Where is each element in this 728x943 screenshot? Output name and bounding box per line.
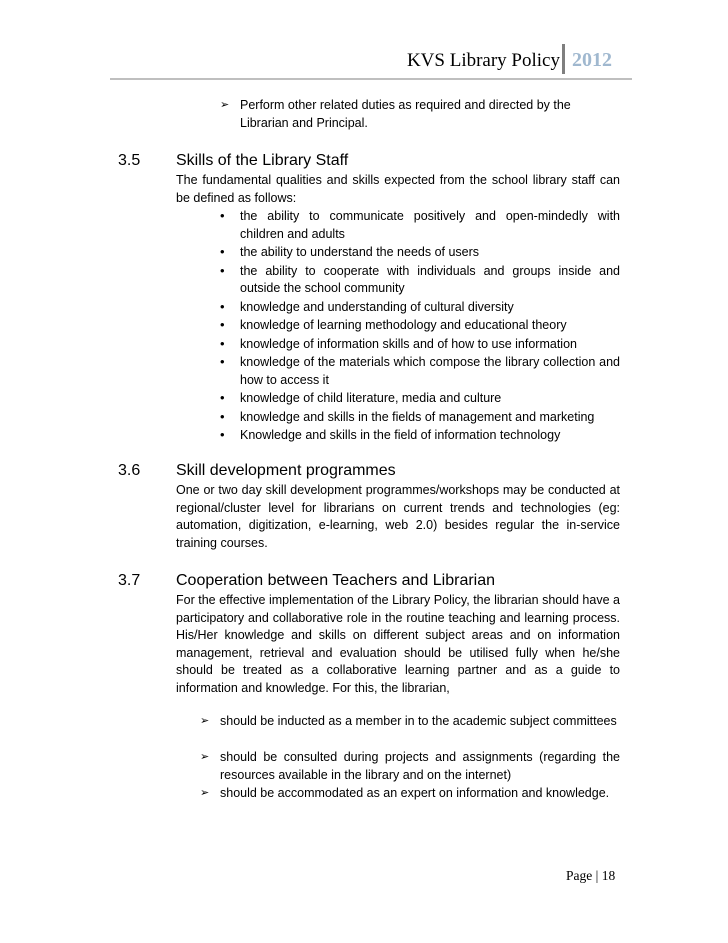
list-item: • Knowledge and skills in the field of information technology: [220, 427, 561, 442]
bullet-dot-icon: •: [220, 335, 225, 351]
section-3-6-text: One or two day skill development programmes/workshops may be conducted at regional/cluster level for librarians on current trends and technologies (eg: automation, digitization, e-learning, web 2.0) besides regular the in-service training courses.: [176, 483, 620, 550]
header-divider: [562, 44, 565, 74]
list-item: • knowledge of information skills and of how to use information: [220, 335, 577, 351]
section-3-5-text: The fundamental qualities and skills expected from the school library staff can be defined as follows:: [176, 173, 620, 205]
page-number: Page | 18: [566, 868, 616, 883]
bullet-dot-icon: •: [220, 427, 225, 442]
bullet-dot-icon: •: [220, 408, 225, 424]
list-item: • knowledge of learning methodology and educational theory: [220, 317, 567, 332]
header-rule: [110, 78, 632, 80]
bullet-dot-icon: •: [220, 208, 225, 223]
intro-item-text: Perform other related duties as required and directed by the Librarian and Principal.: [240, 98, 571, 130]
header-year: 2012: [572, 49, 612, 71]
list-item: ➢ should be inducted as a member in to the academic subject committees: [220, 713, 620, 731]
section-3-5-title: Skills of the Library Staff: [176, 152, 349, 169]
list-item: • knowledge of the materials which compose the library collection and how to access it: [220, 354, 620, 387]
bullet-dot-icon: •: [220, 244, 225, 259]
section-3-7-text: For the effective implementation of the Library Policy, the librarian should have a participatory and collaborative role in the routine teaching and learning process. His/Her knowledge and skills on different subject areas and on information management, retrieval and evaluation should be utilised fully when he/she should be treated as a collaborative learning partner and as a guide to information and knowledge. For this, the librarian,: [176, 593, 620, 695]
list-item: • knowledge and skills in the fields of management and marketing: [220, 408, 595, 424]
list-item: • the ability to cooperate with individuals and groups inside and outside the school community: [220, 262, 620, 295]
bullet-dot-icon: •: [220, 298, 225, 314]
section-3-7-title: Cooperation between Teachers and Librarian: [176, 572, 496, 589]
skills-list: [220, 208, 620, 446]
arrow-bullet-icon: ➢: [200, 715, 210, 727]
list-item: ➢ should be accommodated as an expert on information and knowledge.: [220, 785, 620, 803]
list-item: • knowledge and understanding of cultural diversity: [220, 298, 514, 314]
bullet-dot-icon: •: [220, 317, 225, 332]
intro-item: [220, 97, 600, 132]
bullet-dot-icon: •: [220, 354, 225, 369]
arrow-bullet-icon: ➢: [200, 751, 210, 763]
bullet-dot-icon: •: [220, 262, 225, 278]
list-item: • knowledge of child literature, media and culture: [220, 390, 502, 405]
header-title: KVS Library Policy: [406, 50, 560, 71]
section-3-6-number: 3.6: [118, 462, 141, 479]
list-item: • the ability to understand the needs of users: [220, 244, 480, 259]
section-3-6-title: Skill development programmes: [176, 462, 396, 479]
arrow-bullet-icon: ➢: [200, 787, 210, 799]
arrow-bullet-icon: ➢: [220, 99, 230, 111]
list-item: ➢ should be consulted during projects and assignments (regarding the resources available in the library and on the internet): [200, 750, 620, 782]
section-3-7-number: 3.7: [118, 572, 141, 589]
bullet-dot-icon: •: [220, 390, 225, 405]
list-item: • the ability to communicate positively and open-mindedly with children and adults: [220, 208, 620, 241]
section-3-5-number: 3.5: [118, 152, 141, 169]
